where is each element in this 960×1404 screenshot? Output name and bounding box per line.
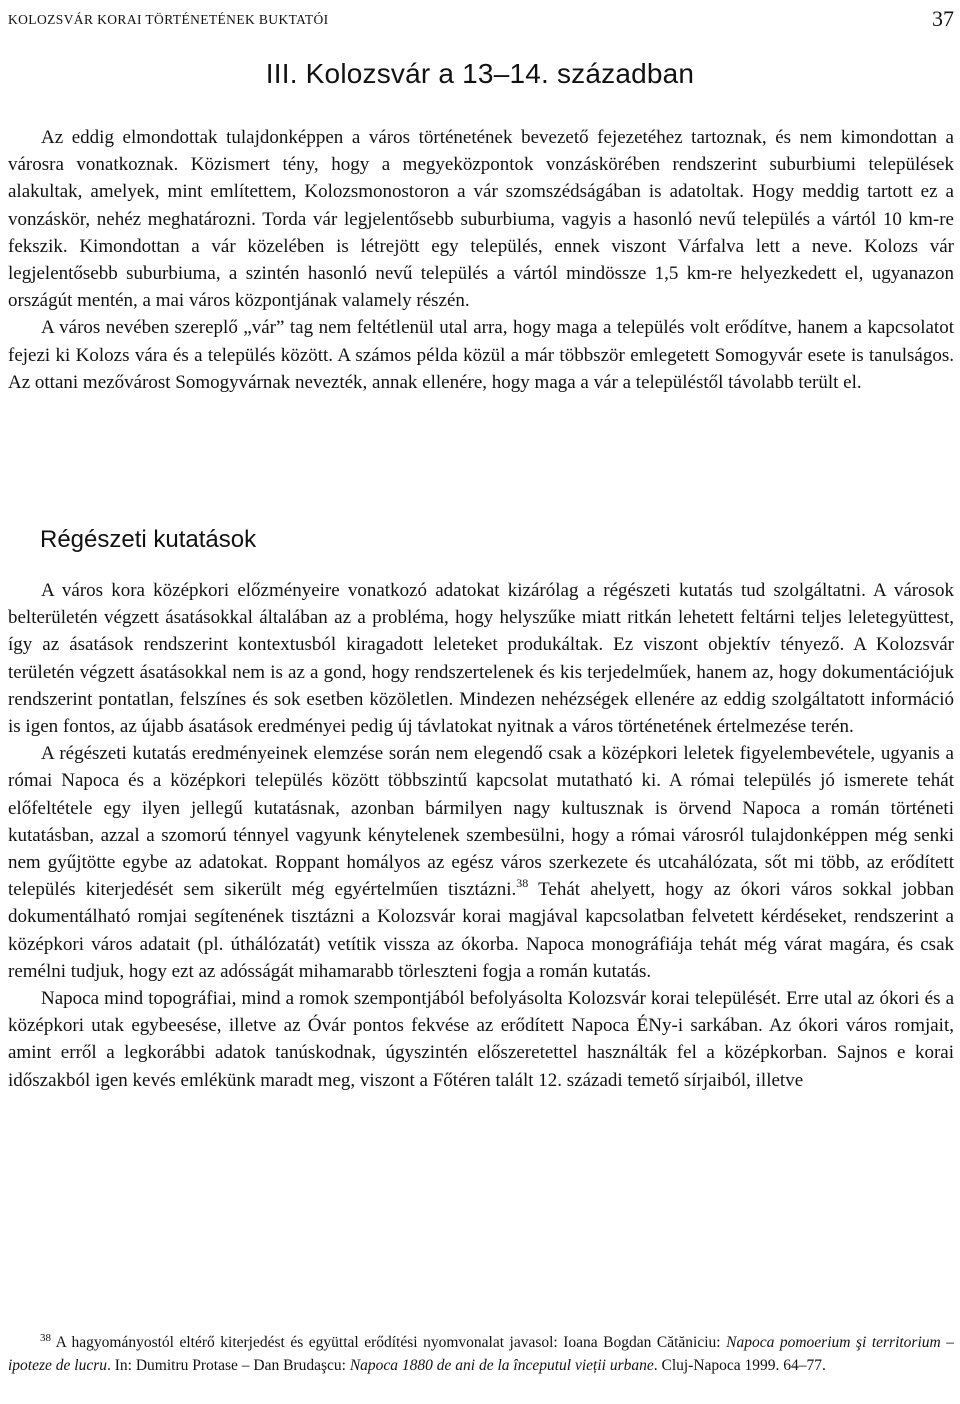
- paragraph: Az eddig elmondottak tulajdonképpen a város történetének bevezető fejezetéhez tartoznak, és nem kimondottan a városra vonatkoznak. Közismert tény, hogy a megyeközpontok vonzáskörében rendszerint suburbiumi települések alakultak, amelyek, mint említettem, Kolozsmonostoron a vár szomszédságában is adatoltak. Hogy meddig tartott ez a vonzáskör, nehéz meghatározni. Torda vár legjelentősebb suburbiuma, vagyis a hasonló nevű település a vártól 10 km-re fekszik. Kimondottan a vár közelében is létrejött egy település, ennek viszont Várfalva lett a neve. Kolozs vár legjelentősebb suburbiuma, a szintén hasonló nevű település a vártól mindössze 1,5 km-re helyezkedett el, ugyanazon országút mentén, a mai város központjának valamely részén.: [8, 127, 954, 312]
- footnote-work-title: Napoca 1880 de ani de la începutul vieții urbane: [349, 1356, 654, 1374]
- section-text-block: [8, 577, 954, 1094]
- footnote-text: . Cluj-Napoca 1999. 64–77.: [653, 1356, 826, 1374]
- running-title: KOLOZSVÁR KORAI TÖRTÉNETÉNEK BUKTATÓI: [8, 12, 329, 27]
- footnote-number: 38: [40, 1332, 51, 1344]
- section-heading: Régészeti kutatások: [40, 526, 257, 553]
- running-header: [8, 6, 954, 31]
- footnote: [8, 1332, 954, 1377]
- footnote-text: A hagyományostól eltérő kiterjedést és együttal erődítési nyomvonalat javasol: Ioana Bogdan Cătăniciu:: [55, 1334, 727, 1351]
- paragraph: A város kora középkori előzményeire vonatkozó adatokat kizárólag a régészeti kutatás tud szolgáltatni. A városok belterületén végzett ásatásokkal általában az a probléma, hogy helyszűke miatt ritkán lehetett feltárni teljes leletegyüttest, így az ásatások rendszerint kontextusból kiragadott leleteket produkáltak. Ez viszont objektív tényező. A Kolozsvár területén végzett ásatásokkal nem is az a gond, hogy rendszertelenek és kis terjedelműek, hanem az, hogy dokumentációjuk rendszerint pontatlan, felszínes és sok esetben közöletlen. Mindezen nehézségek ellenére az eddig szolgáltatott információ is igen fontos, az újabb ásatások eredményei pedig új távlatokat nyitnak a város történetének értelmezése terén.: [8, 580, 954, 738]
- paragraph-text: Tehát ahelyett, hogy az ókori város sokkal jobban dokumentálható romjai segítenének tisztázni a Kolozsvár korai magjával kapcsolatban felvetett kérdéseket, rendszerint a középkori város adatait (pl. úthálózatát) vetítik vissza az ókorba. Napoca monográfiája tehát még várat magára, és csak remélni tudjuk, hogy ezt az adósságát mihamarabb törleszteni fogja a román kutatás.: [8, 879, 954, 982]
- footnote-work-title: Napoca pomoerium şi territorium – ipoteze de lucru: [8, 1334, 954, 1374]
- page-number: 37: [932, 6, 954, 31]
- paragraph-text: A régészeti kutatás eredményeinek elemzése során nem elegendő csak a középkori leletek figyelembevétele, ugyanis a római Napoca és a középkori település között többszintű kapcsolat mutatható ki. A római település jó ismerete tehát előfeltétele egy ilyen jellegű kutatásnak, azonban bármilyen nagy kultusznak is örvend Napoca a román történeti kutatásban, azzal a szomorú ténnyel vagyunk kénytelenek szembesülni, hogy a római városról tulajdonképpen még senki nem gyűjtötte egybe az adatokat. Roppant homályos az egész város szerkezete és utcahálózata, sőt mi több, az erődített település kiterjedését sem sikerült még egyértelműen tisztázni.: [8, 743, 954, 901]
- paragraph: A város nevében szereplő „vár” tag nem feltétlenül utal arra, hogy maga a település volt erődítve, hanem a kapcsolatot fejezi ki Kolozs vára és a település között. A számos példa közül a már többször emlegetett Somogyvár esete is tanulságos. Az ottani mezővárost Somogyvárnak nevezték, annak ellenére, hogy maga a vár a településtől távolabb terült el.: [8, 317, 954, 393]
- intro-text-block: [8, 124, 954, 396]
- chapter-title: III. Kolozsvár a 13–14. században: [265, 58, 695, 89]
- paragraph: Napoca mind topográfiai, mind a romok szempontjából befolyásolta Kolozsvár korai települését. Erre utal az ókori és a középkori utak egybeesése, illetve az Óvár pontos fekvése az erődített Napoca ÉNy-i sarkában. Az ókori város romjait, amint erről a legkorábbi adatok tanúskodnak, úgyszintén előszeretettel használták fel a középkorban. Sajnos e korai időszakból igen kevés emlékünk maradt meg, viszont a Főtéren talált 12. századi temető sírjaiból, illetve: [8, 988, 954, 1091]
- footnote-text: . In: Dumitru Protase – Dan Brudaşcu:: [107, 1356, 350, 1374]
- paragraph: [8, 740, 954, 985]
- footnote-reference[interactable]: 38: [516, 876, 529, 891]
